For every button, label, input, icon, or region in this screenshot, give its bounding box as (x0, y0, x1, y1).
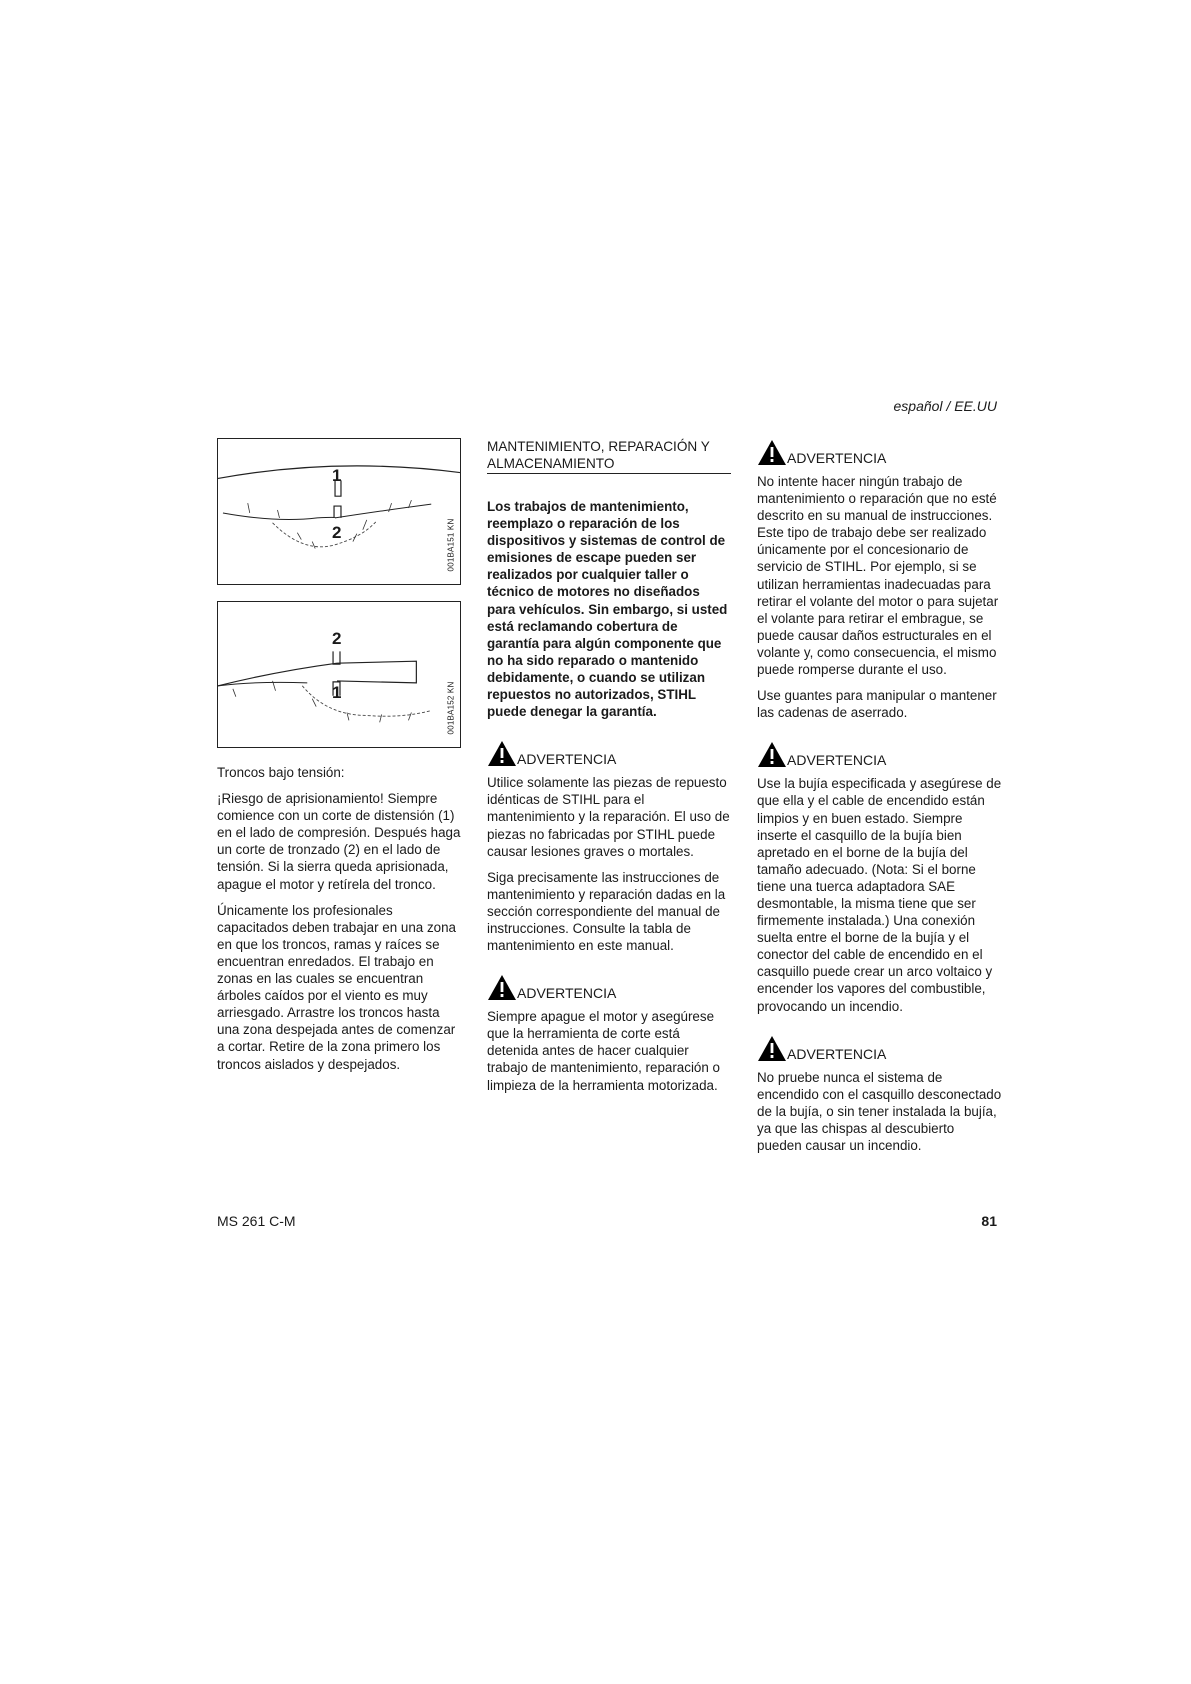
warning-triangle-icon (757, 1035, 787, 1062)
warning-header (487, 739, 731, 767)
warning-header (757, 438, 1002, 466)
section-heading: MANTENIMIENTO, REPARACIÓN Y ALMACENAMIENTO (487, 438, 731, 474)
body-paragraph: No pruebe nunca el sistema de encendido con el casquillo desconectado de la bujía, o sin tener instalada la bujía, ya que las chispas al descubierto pueden causar un incendio. (757, 1069, 1002, 1153)
warning-label: ADVERTENCIA (517, 751, 617, 768)
warning-label: ADVERTENCIA (787, 450, 887, 466)
column-left (217, 438, 461, 1082)
page-number: 81 (981, 1213, 997, 1229)
log-cut-diagram (218, 439, 460, 584)
warning-triangle-icon (487, 974, 517, 1001)
column-middle (487, 438, 731, 1103)
warning-header (487, 973, 731, 1001)
warning-header (757, 740, 1002, 768)
footer-model: MS 261 C-M (217, 1213, 296, 1229)
figure-log-tension-top (217, 438, 461, 585)
warning-label: ADVERTENCIA (787, 1045, 887, 1062)
body-paragraph: Utilice solamente las piezas de repuesto idénticas de STIHL para el mantenimiento y la reparación. El uso de piezas no fabricadas por STIHL puede causar lesiones graves o mortales. (487, 775, 730, 859)
log-cut-diagram (218, 602, 460, 747)
column-right (757, 438, 1002, 1163)
figure-label-cut-1: 1 (332, 683, 342, 702)
body-paragraph: Use la bujía especificada y asegúrese de que ella y el cable de encendido están limpios y en buen estado. Siempre inserte el casquillo de la bujía bien apretado en el borne de la bujía del tamaño adecuado. (Nota: Si el borne tiene una tuerca adaptadora SAE desmontable, la misma tiene que ser firmemente instalada.) Una conexión suelta entre el borne de la bujía y el conector del cable de encendido en el casquillo puede crear un arco voltaico y encender los vapores del combustible, provocando un incendio. (757, 776, 1002, 1014)
figure-label-cut-2: 2 (332, 523, 342, 542)
figure-log-tension-bottom (217, 601, 461, 748)
body-paragraph: Únicamente los profesionales capacitados deben trabajar en una zona en que los troncos, ramas y raíces se encuentran enredados. El trabajo en zonas en las cuales se encuentran árboles caídos por el viento es muy arriesgado. Arrastre los troncos hasta una zona despejada antes de comenzar a cortar. Retire de la zona primero los troncos aislados y despejados. (217, 902, 456, 1072)
warning-label: ADVERTENCIA (517, 985, 617, 1002)
body-paragraph: Siga precisamente las instrucciones de mantenimiento y reparación dadas en la sección correspondiente del manual de instrucciones. Consulte la tabla de mantenimiento en este manual. (487, 869, 726, 954)
bold-paragraph: Los trabajos de mantenimiento, reemplazo o reparación de los dispositivos y sistemas de control de emisiones de escape pueden ser realizados por cualquier taller o técnico de motores no diseñados para vehículos. Sin embargo, si usted está reclamando cobertura de garantía para algún componente que no ha sido reparado o mantenido debidamente, o cuando se utilizan repuestos no autorizados, STIHL puede denegar la garantía. (487, 499, 728, 720)
body-paragraph: ¡Riesgo de aprisionamiento! Siempre comience con un corte de distensión (1) en el lado de compresión. Después haga un corte de tronzado (2) en el lado de tensión. Si la sierra queda aprisionada, apague el motor y retírela del tronco. (217, 791, 461, 892)
warning-triangle-icon (487, 740, 517, 767)
figure-label-cut-1: 1 (332, 466, 342, 485)
body-paragraph: Use guantes para manipular o mantener las cadenas de aserrado. (757, 688, 997, 721)
body-paragraph: No intente hacer ningún trabajo de mantenimiento o reparación que no esté descrito en su manual de instrucciones. Este tipo de trabajo debe ser realizado únicamente por el concesionario de servicio de STIHL. Por ejemplo, si se utilizan herramientas inadecuadas para retirar el volante del motor o para sujetar el volante para retirar el embrague, se puede causar daños estructurales en el volante y, como consecuencia, el mismo puede romperse durante el uso. (757, 474, 999, 678)
figure-label-cut-2: 2 (332, 629, 342, 648)
language-label: español / EE.UU (893, 398, 997, 414)
warning-triangle-icon (757, 741, 787, 768)
warning-triangle-icon (757, 439, 787, 466)
warning-header (757, 1034, 1002, 1062)
figure-code: 001BA151 KN (446, 518, 456, 572)
figure-code: 001BA152 KN (446, 681, 456, 735)
figure-caption: Troncos bajo tensión: (217, 765, 345, 780)
warning-label: ADVERTENCIA (787, 752, 887, 769)
body-paragraph: Siempre apague el motor y asegúrese que la herramienta de corte está detenida antes de hacer cualquier trabajo de mantenimiento, reparación o limpieza de la herramienta motorizada. (487, 1009, 720, 1093)
